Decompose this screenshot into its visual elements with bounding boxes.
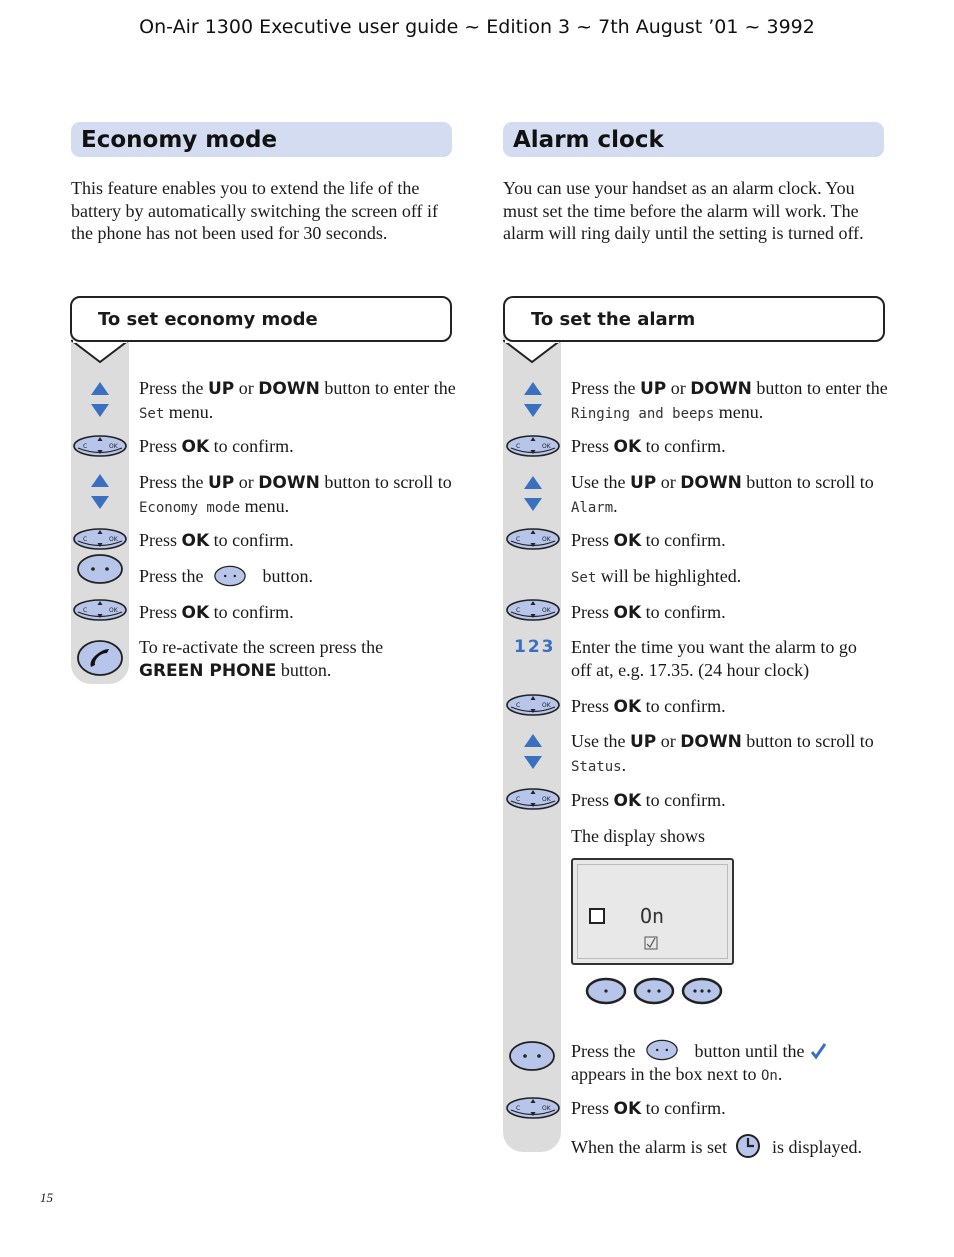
c-ok-button-icon: [505, 692, 561, 718]
page-header: On-Air 1300 Executive user guide ~ Edition 3 ~ 7th August ’01 ~ 3992: [139, 16, 815, 38]
economy-intro: This feature enables you to extend the life of the battery by automatically switching the screen off if the phone has not been used for 30 seconds.: [71, 178, 439, 243]
alarm-step-1: Press the UP or DOWN button to enter the Ringing and beeps menu.: [571, 378, 888, 422]
economy-step-7: To re-activate the screen press the GREEN PHONE button.: [139, 637, 384, 681]
dots-button-icon: [644, 1039, 680, 1061]
checkbox-icon: [589, 908, 605, 924]
alarm-procedure-title: To set the alarm: [503, 296, 885, 342]
c-ok-button-icon: [72, 433, 128, 459]
alarm-step-4: Press OK to confirm.: [571, 530, 726, 551]
economy-step-5: Press the button.: [139, 566, 314, 586]
economy-section-title: Economy mode: [71, 122, 452, 157]
alarm-callout-tail: [503, 340, 563, 364]
soft-key-middle-icon: [633, 977, 675, 1005]
c-ok-button-icon: [505, 1095, 561, 1121]
economy-procedure-title: To set economy mode: [70, 296, 452, 342]
alarm-step-13: Press OK to confirm.: [571, 1098, 726, 1119]
economy-step-4: Press OK to confirm.: [139, 530, 294, 551]
alarm-section-title: Alarm clock: [503, 122, 884, 157]
dots-button-icon: [212, 565, 248, 587]
economy-step-2: Press OK to confirm.: [139, 436, 294, 457]
up-down-arrows-icon: [85, 472, 115, 512]
alarm-intro: You can use your handset as an alarm clock. You must set the time before the alarm will work. The alarm will ring daily until the setting is turned off.: [503, 178, 864, 243]
alarm-step-10: Press OK to confirm.: [571, 790, 726, 811]
c-ok-button-icon: [72, 597, 128, 623]
tick-icon: [809, 1042, 827, 1060]
alarm-step-3: Use the UP or DOWN button to scroll to Alarm.: [571, 472, 874, 516]
alarm-step-2: Press OK to confirm.: [571, 436, 726, 457]
alarm-clock-icon: [735, 1133, 761, 1159]
economy-callout-tail: [71, 340, 131, 364]
alarm-step-8: Press OK to confirm.: [571, 696, 726, 717]
alarm-step-14: When the alarm is set is displayed.: [571, 1133, 901, 1159]
alarm-step-11: The display shows: [571, 826, 705, 846]
economy-step-3: Press the UP or DOWN button to scroll to Economy mode menu.: [139, 472, 452, 516]
economy-step-1: Press the UP or DOWN button to enter the Set menu.: [139, 378, 456, 422]
alarm-step-12: Press the button until the appears in the box next to On.: [571, 1039, 891, 1088]
c-ok-button-icon: [505, 786, 561, 812]
page-number: 15: [40, 1190, 53, 1205]
alarm-step-7: Enter the time you want the alarm to go off at, e.g. 17.35. (24 hour clock): [571, 637, 857, 680]
up-down-arrows-icon: [518, 474, 548, 514]
checkmark-box-icon: [644, 936, 658, 952]
c-ok-button-icon: [505, 526, 561, 552]
alarm-step-9: Use the UP or DOWN button to scroll to Status.: [571, 731, 874, 775]
c-ok-button-icon: [505, 433, 561, 459]
up-down-arrows-icon: [518, 380, 548, 420]
c-ok-button-icon: [72, 526, 128, 552]
dots-button-icon: [508, 1040, 556, 1072]
economy-step-6: Press OK to confirm.: [139, 602, 294, 623]
up-down-arrows-icon: [518, 732, 548, 772]
display-on-text: On: [640, 904, 665, 928]
alarm-step-6: Press OK to confirm.: [571, 602, 726, 623]
up-down-arrows-icon: [85, 380, 115, 420]
soft-key-right-icon: [681, 977, 723, 1005]
dots-button-icon: [76, 553, 124, 585]
keypad-123-icon: 123: [514, 637, 556, 657]
c-ok-button-icon: [505, 597, 561, 623]
soft-key-left-icon: [585, 977, 627, 1005]
handset-display: [571, 858, 734, 965]
green-phone-icon: [76, 638, 124, 678]
alarm-step-5: Set will be highlighted.: [571, 566, 742, 586]
